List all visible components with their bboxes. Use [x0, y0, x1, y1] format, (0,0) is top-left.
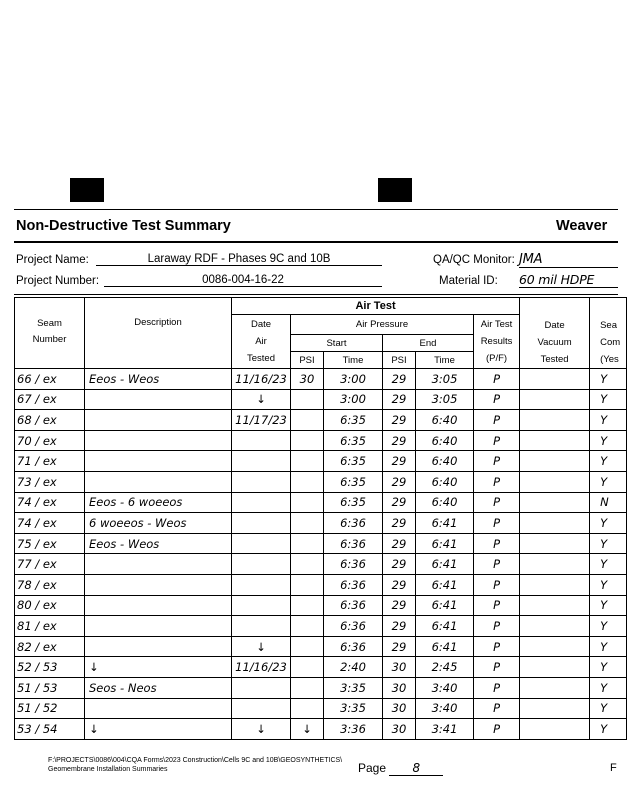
result-cell: P — [474, 719, 520, 740]
end-time-cell: 2:45 — [416, 657, 474, 678]
end-time-cell: 3:40 — [416, 677, 474, 698]
start-time-cell: 3:36 — [324, 719, 383, 740]
end-time-cell: 3:05 — [416, 369, 474, 390]
start-time-cell: 6:35 — [324, 471, 383, 492]
vacuum-label: Vacuum — [537, 337, 572, 348]
end-psi-cell: 29 — [383, 636, 416, 657]
result-cell: P — [474, 451, 520, 472]
description-cell — [85, 595, 232, 616]
table-body — [15, 369, 627, 740]
pf-label: (P/F) — [485, 353, 508, 364]
date-tested-cell: ↓ — [232, 636, 291, 657]
qa-monitor-label: QA/QC Monitor: — [433, 254, 515, 266]
vacuum-date-cell — [520, 492, 590, 513]
start-time-cell: 2:40 — [324, 657, 383, 678]
end-time-cell: 6:41 — [416, 636, 474, 657]
complete-cell: Y — [590, 698, 627, 719]
seam-number-cell: 73 / ex — [15, 471, 85, 492]
vacuum-date-cell — [520, 471, 590, 492]
table-row — [15, 554, 627, 575]
start-psi-cell — [291, 451, 324, 472]
end-psi-cell: 29 — [383, 616, 416, 637]
start-psi-cell — [291, 595, 324, 616]
description-cell: Eeos - Weos — [85, 369, 232, 390]
table-row — [15, 471, 627, 492]
result-cell: P — [474, 369, 520, 390]
project-name-value: Laraway RDF - Phases 9C and 10B — [96, 253, 382, 266]
complete-cell: Y — [590, 636, 627, 657]
air-pressure-header: Air Pressure — [291, 315, 474, 335]
date-tested-cell: ↓ — [232, 389, 291, 410]
seam-header: Seam — [37, 318, 62, 329]
complete-cell: Y — [590, 657, 627, 678]
page-indicator — [358, 761, 443, 776]
start-time-cell: 6:36 — [324, 616, 383, 637]
seam-number-cell: 52 / 53 — [15, 657, 85, 678]
table-row — [15, 389, 627, 410]
end-psi-cell: 29 — [383, 513, 416, 534]
description-cell — [85, 471, 232, 492]
table-row — [15, 410, 627, 431]
project-number-value: 0086-004-16-22 — [104, 274, 382, 287]
date-tested-cell: 11/17/23 — [232, 410, 291, 431]
start-psi-cell: ↓ — [291, 719, 324, 740]
date-tested-cell — [232, 616, 291, 637]
description-cell: Seos - Neos — [85, 677, 232, 698]
start-time-cell: 6:36 — [324, 574, 383, 595]
complete-cell: Y — [590, 719, 627, 740]
vacuum-date-cell — [520, 451, 590, 472]
edge-letter: F — [610, 762, 617, 774]
vacuum-date-cell — [520, 698, 590, 719]
start-psi-cell — [291, 677, 324, 698]
description-cell — [85, 430, 232, 451]
start-time-cell: 3:35 — [324, 677, 383, 698]
date-tested-cell — [232, 595, 291, 616]
air-label: Air — [255, 336, 267, 347]
start-psi-cell — [291, 574, 324, 595]
table-row — [15, 595, 627, 616]
seam-number-cell: 53 / 54 — [15, 719, 85, 740]
seam-number-cell: 80 / ex — [15, 595, 85, 616]
start-psi-cell — [291, 616, 324, 637]
table-row — [15, 677, 627, 698]
end-time-cell: 6:41 — [416, 554, 474, 575]
end-psi-cell: 29 — [383, 451, 416, 472]
result-cell: P — [474, 616, 520, 637]
seam-number-cell: 70 / ex — [15, 430, 85, 451]
end-psi-cell: 30 — [383, 677, 416, 698]
description-cell — [85, 698, 232, 719]
start-psi-cell — [291, 636, 324, 657]
result-cell: P — [474, 677, 520, 698]
complete-cell: Y — [590, 513, 627, 534]
start-time-cell: 3:00 — [324, 369, 383, 390]
start-time-header: Time — [324, 352, 383, 369]
table-row — [15, 513, 627, 534]
start-time-cell: 3:00 — [324, 389, 383, 410]
date-label: Date — [250, 319, 272, 330]
description-header: Description — [85, 298, 232, 369]
seam-number-cell: 75 / ex — [15, 533, 85, 554]
date-tested-cell — [232, 471, 291, 492]
start-time-cell: 6:36 — [324, 554, 383, 575]
seam-number-cell: 66 / ex — [15, 369, 85, 390]
complete-cell: Y — [590, 574, 627, 595]
result-cell: P — [474, 657, 520, 678]
table-row — [15, 719, 627, 740]
start-psi-cell — [291, 698, 324, 719]
date-air-tested-header — [232, 315, 291, 369]
number-header: Number — [32, 334, 67, 345]
vacuum-date-cell — [520, 616, 590, 637]
end-time-cell: 6:40 — [416, 451, 474, 472]
complete-cell: Y — [590, 554, 627, 575]
complete-cell: Y — [590, 369, 627, 390]
material-id-value: 60 mil HDPE — [519, 272, 618, 288]
vacuum-date-cell — [520, 677, 590, 698]
start-psi-cell — [291, 513, 324, 534]
description-cell — [85, 389, 232, 410]
start-time-cell: 6:35 — [324, 451, 383, 472]
end-psi-cell: 29 — [383, 430, 416, 451]
start-time-cell: 6:35 — [324, 410, 383, 431]
end-psi-cell: 29 — [383, 369, 416, 390]
complete-cell: Y — [590, 430, 627, 451]
end-time-cell: 3:05 — [416, 389, 474, 410]
date-tested-cell — [232, 533, 291, 554]
end-psi-cell: 29 — [383, 595, 416, 616]
title-rule — [14, 241, 618, 243]
vacuum-date-cell — [520, 574, 590, 595]
vacuum-date-cell — [520, 719, 590, 740]
seam-complete-header — [590, 298, 627, 369]
date-tested-cell — [232, 698, 291, 719]
description-cell — [85, 616, 232, 637]
start-psi-cell — [291, 389, 324, 410]
end-psi-cell: 29 — [383, 554, 416, 575]
seam-number-cell: 74 / ex — [15, 513, 85, 534]
project-number-label: Project Number: — [16, 275, 100, 287]
end-psi-header: PSI — [383, 352, 416, 369]
start-psi-cell — [291, 554, 324, 575]
end-psi-cell: 29 — [383, 574, 416, 595]
start-time-cell: 6:36 — [324, 513, 383, 534]
end-psi-cell: 30 — [383, 719, 416, 740]
result-cell: P — [474, 636, 520, 657]
date-tested-cell — [232, 513, 291, 534]
complete-label: Com — [600, 337, 621, 348]
seam-test-table — [14, 297, 627, 740]
start-psi-cell: 30 — [291, 369, 324, 390]
vacuum-date-cell — [520, 595, 590, 616]
description-cell — [85, 451, 232, 472]
description-cell: ↓ — [85, 657, 232, 678]
yes-label: (Yes — [600, 354, 619, 365]
page-title: Non-Destructive Test Summary — [16, 218, 231, 234]
vacuum-date-cell — [520, 369, 590, 390]
registration-mark-right — [378, 178, 412, 202]
table-row — [15, 492, 627, 513]
end-time-cell: 6:40 — [416, 410, 474, 431]
description-cell: Eeos - 6 woeeos — [85, 492, 232, 513]
air-test-header: Air Test — [232, 298, 520, 315]
date-tested-cell: 11/16/23 — [232, 657, 291, 678]
result-cell: P — [474, 492, 520, 513]
result-cell: P — [474, 389, 520, 410]
table-row — [15, 369, 627, 390]
start-psi-cell — [291, 492, 324, 513]
start-psi-cell — [291, 471, 324, 492]
complete-cell: Y — [590, 389, 627, 410]
date-tested-cell: 11/16/23 — [232, 369, 291, 390]
top-rule — [14, 209, 618, 210]
end-time-cell: 6:40 — [416, 430, 474, 451]
seam-number-cell: 78 / ex — [15, 574, 85, 595]
start-psi-cell — [291, 430, 324, 451]
start-time-cell: 6:35 — [324, 492, 383, 513]
result-cell: P — [474, 698, 520, 719]
result-cell: P — [474, 533, 520, 554]
table-row — [15, 636, 627, 657]
seam-number-cell: 81 / ex — [15, 616, 85, 637]
seam-number-cell: 82 / ex — [15, 636, 85, 657]
date-tested-cell — [232, 677, 291, 698]
air-test-results-header — [474, 315, 520, 369]
air-test-label: Air Test — [480, 319, 513, 330]
end-time-cell: 6:41 — [416, 616, 474, 637]
table-row — [15, 698, 627, 719]
vacuum-date-cell — [520, 410, 590, 431]
table-row — [15, 657, 627, 678]
results-label: Results — [480, 336, 513, 347]
end-time-cell: 6:41 — [416, 513, 474, 534]
description-cell: Eeos - Weos — [85, 533, 232, 554]
date-tested-cell — [232, 554, 291, 575]
start-psi-cell — [291, 657, 324, 678]
start-time-cell: 6:35 — [324, 430, 383, 451]
description-cell — [85, 410, 232, 431]
date-tested-cell — [232, 574, 291, 595]
start-time-cell: 6:36 — [324, 636, 383, 657]
description-cell — [85, 554, 232, 575]
complete-cell: Y — [590, 595, 627, 616]
seam-number-cell: 51 / 52 — [15, 698, 85, 719]
seam-number-cell: 68 / ex — [15, 410, 85, 431]
start-time-cell: 3:35 — [324, 698, 383, 719]
seam-number-cell: 71 / ex — [15, 451, 85, 472]
date-tested-cell — [232, 492, 291, 513]
description-cell: ↓ — [85, 719, 232, 740]
material-id-label: Material ID: — [439, 275, 498, 287]
result-cell: P — [474, 410, 520, 431]
date-tested-cell: ↓ — [232, 719, 291, 740]
table-row — [15, 451, 627, 472]
end-time-cell: 6:40 — [416, 492, 474, 513]
end-psi-cell: 29 — [383, 410, 416, 431]
qa-monitor-value: JMA — [519, 252, 618, 268]
vacuum-date-cell — [520, 389, 590, 410]
end-psi-cell: 29 — [383, 492, 416, 513]
result-cell: P — [474, 471, 520, 492]
date-tested-cell — [232, 430, 291, 451]
end-time-cell: 6:41 — [416, 595, 474, 616]
start-psi-cell — [291, 410, 324, 431]
vacuum-date-cell — [520, 657, 590, 678]
page-number: 8 — [389, 761, 443, 776]
end-psi-cell: 29 — [383, 389, 416, 410]
complete-cell: Y — [590, 451, 627, 472]
vacuum-date-cell — [520, 533, 590, 554]
start-psi-cell — [291, 533, 324, 554]
end-time-cell: 6:40 — [416, 471, 474, 492]
complete-cell: Y — [590, 677, 627, 698]
end-time-cell: 6:41 — [416, 533, 474, 554]
vacuum-date-cell — [520, 430, 590, 451]
end-time-cell: 6:41 — [416, 574, 474, 595]
result-cell: P — [474, 430, 520, 451]
company-name: Weaver — [556, 218, 608, 234]
info-rule — [14, 294, 618, 295]
vacuum-date-header — [520, 298, 590, 369]
end-time-cell: 3:41 — [416, 719, 474, 740]
end-header: End — [383, 334, 474, 352]
vac-tested-label: Tested — [540, 354, 569, 365]
start-header: Start — [291, 334, 383, 352]
result-cell: P — [474, 574, 520, 595]
table-row — [15, 430, 627, 451]
vacuum-date-cell — [520, 554, 590, 575]
vac-date-label: Date — [544, 320, 565, 331]
project-name-label: Project Name: — [16, 254, 89, 266]
complete-cell: Y — [590, 471, 627, 492]
end-psi-cell: 30 — [383, 698, 416, 719]
complete-cell: Y — [590, 533, 627, 554]
registration-mark-left — [70, 178, 104, 202]
start-time-cell: 6:36 — [324, 533, 383, 554]
description-cell — [85, 574, 232, 595]
end-psi-cell: 30 — [383, 657, 416, 678]
end-time-cell: 3:40 — [416, 698, 474, 719]
date-tested-cell — [232, 451, 291, 472]
complete-cell: N — [590, 492, 627, 513]
seam-number-header — [15, 298, 85, 369]
end-psi-cell: 29 — [383, 533, 416, 554]
description-cell: 6 woeeos - Weos — [85, 513, 232, 534]
seam-complete-label: Sea — [600, 320, 617, 331]
file-path-line1: F:\PROJECTS\0086\004\CQA Forms\2023 Construction\Cells 9C and 10B\GEOSYNTHETICS\ — [48, 757, 343, 764]
seam-number-cell: 74 / ex — [15, 492, 85, 513]
vacuum-date-cell — [520, 513, 590, 534]
table-row — [15, 533, 627, 554]
start-time-cell: 6:36 — [324, 595, 383, 616]
page-label: Page — [358, 761, 387, 775]
end-psi-cell: 29 — [383, 471, 416, 492]
complete-cell: Y — [590, 410, 627, 431]
file-path — [48, 756, 342, 774]
tested-label: Tested — [247, 353, 275, 364]
table-row — [15, 616, 627, 637]
seam-number-cell: 51 / 53 — [15, 677, 85, 698]
start-psi-header: PSI — [291, 352, 324, 369]
vacuum-date-cell — [520, 636, 590, 657]
description-cell — [85, 636, 232, 657]
result-cell: P — [474, 513, 520, 534]
result-cell: P — [474, 554, 520, 575]
file-path-line2: Geomembrane Installation Summaries — [48, 766, 168, 773]
table-row — [15, 574, 627, 595]
result-cell: P — [474, 595, 520, 616]
seam-number-cell: 77 / ex — [15, 554, 85, 575]
end-time-header: Time — [416, 352, 474, 369]
complete-cell: Y — [590, 616, 627, 637]
seam-number-cell: 67 / ex — [15, 389, 85, 410]
